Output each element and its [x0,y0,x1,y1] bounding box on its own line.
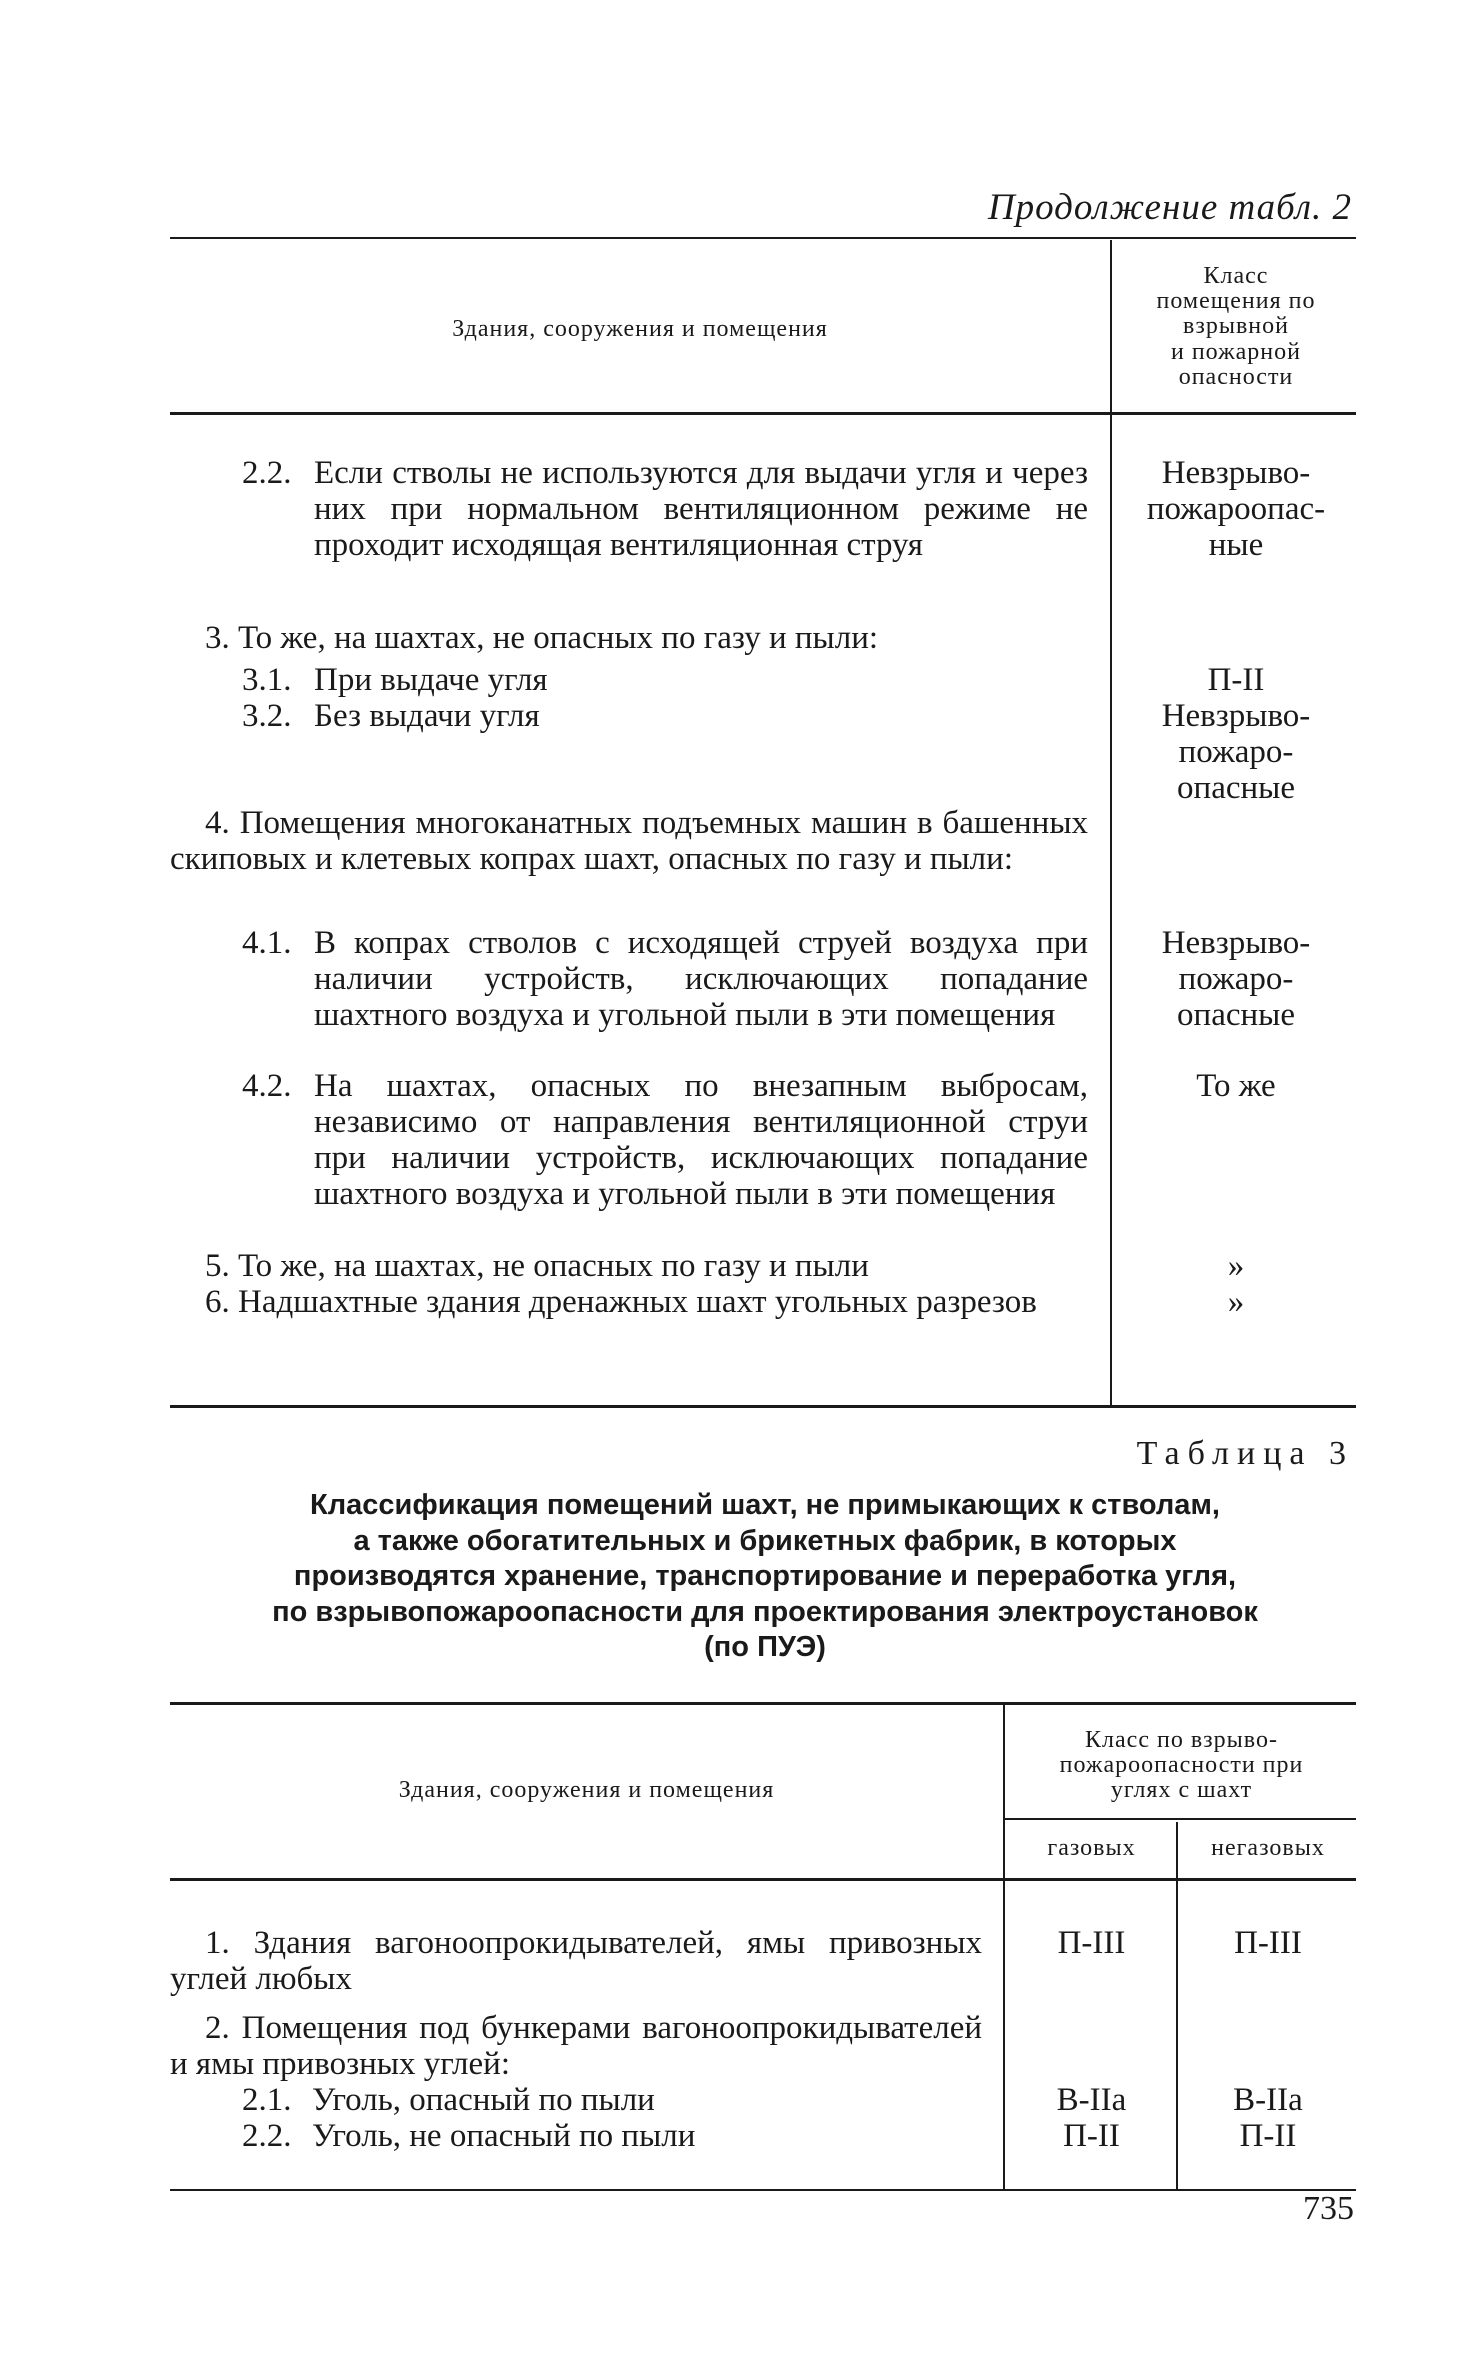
row-number: 2.1. [242,2082,292,2118]
row-text: Уголь, не опасный по пыли [312,2118,696,2154]
table3-nongas-2-1: В-IIа [1233,2082,1303,2118]
table2-header-col1: Здания, сооружения и помещения [452,316,828,342]
row-number: 2.2. [242,2118,292,2154]
table3-header-col1: Здания, сооружения и помещения [398,1777,775,1803]
row-text: На шахтах, опасных по внезапным выбросам, независимо от направления вентиляционной струи при наличии устройств, исключающих попадание шахтного воздуха и угольной пыли в эти помещения [314,1068,1088,1212]
row-number: 2.2. [242,455,292,491]
table3-subheader-rule [1005,1818,1356,1820]
table3-gas-2-2: П-II [1063,2118,1120,2154]
row-number: 4.2. [242,1068,292,1104]
row-text: 4. Помещения многоканатных подъемных машин в башенных скиповых и клетевых копрах шахт, опасных по газу и пыли: [170,805,1088,877]
table3-top-rule [170,1702,1356,1705]
row-number: 3.1. [242,662,292,698]
table3-header-nongas: негазовых [1211,1835,1325,1861]
table2-header-col2: Класс помещения по взрывной и пожарной опасности [1156,263,1316,390]
table2-class-4-2: То же [1196,1068,1276,1104]
table3-column-divider-1 [1003,1705,1005,2189]
row-text: 6. Надшахтные здания дренажных шахт угольных разрезов [205,1284,1037,1320]
row-text: 3. То же, на шахтах, не опасных по газу и пыли: [205,620,879,656]
table3-bottom-rule [170,2189,1356,2191]
table2-class-2-2: Невзрыво- пожароопас- ные [1146,455,1326,563]
table3-title: Классификация помещений шахт, не примыкающих к стволам, а также обогатительных и брикетных фабрик, в которых производятся хранение, транспортирование и переработка угля, по взрывопожароопасности для проектирования электроустановок (по ПУЭ) [272,1489,1258,1663]
table-continuation-label: Продолжение табл. 2 [987,187,1352,228]
table2-class-6: » [1227,1284,1245,1320]
table3-header-group: Класс по взрыво- пожароопасности при углях с шахт [1059,1727,1304,1804]
table3-nongas-1: П-III [1234,1925,1302,1961]
table3-nongas-2-2: П-II [1239,2118,1297,2154]
row-number: 4.1. [242,925,292,961]
row-text: Если стволы не используются для выдачи угля и через них при нормальном вентиляционном режиме не проходит исходящая вентиляционная струя [314,455,1088,563]
row-text: 1. Здания вагоноопрокидывателей, ямы привозных углей любых [170,1925,982,1997]
table2-header-rule [170,412,1356,415]
table2-top-rule [170,237,1356,239]
row-number: 3.2. [242,698,292,734]
row-text: Уголь, опасный по пыли [312,2082,655,2118]
table2-bottom-rule [170,1405,1356,1408]
table2-class-3-1: П-II [1207,662,1265,698]
table3-label: Таблица 3 [1136,1435,1354,1472]
row-text: При выдаче угля [314,662,548,698]
row-text: 2. Помещения под бункерами вагоноопрокидывателей и ямы привозных углей: [170,2010,982,2082]
table3-header-rule [170,1878,1356,1881]
table2-class-4-1: Невзрыво- пожаро- опасные [1161,925,1311,1033]
row-text: В копрах стволов с исходящей струей воздуха при наличии устройств, исключающих попадание шахтного воздуха и угольной пыли в эти помещения [314,925,1088,1033]
table3-header-gas: газовых [1047,1835,1136,1861]
table2-class-3-2: Невзрыво- пожаро- опасные [1161,698,1311,806]
table3-gas-2-1: В-IIа [1056,2082,1127,2118]
table3-gas-1: П-III [1057,1925,1126,1961]
row-text: Без выдачи угля [314,698,540,734]
row-text: 5. То же, на шахтах, не опасных по газу и пыли [205,1248,869,1284]
page-number: 735 [1303,2190,1354,2227]
table2-class-5: » [1227,1248,1245,1284]
